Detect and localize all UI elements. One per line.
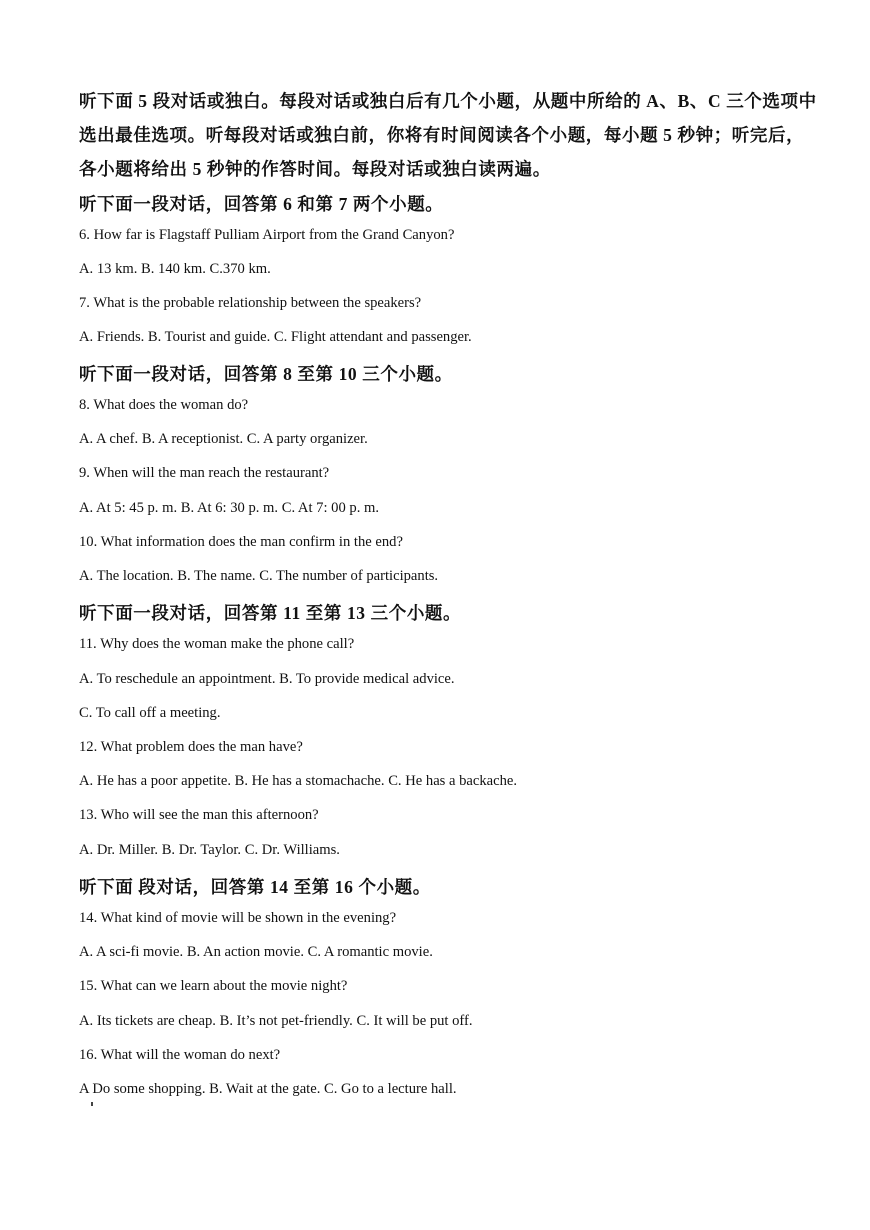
answer-options: A. To reschedule an appointment. B. To provide medical advice. (79, 671, 455, 687)
answer-options: A. The location. B. The name. C. The number of participants. (79, 568, 439, 584)
answer-options: A. Its tickets are cheap. B. It’s not pet-friendly. C. It will be put off. (79, 1013, 473, 1029)
question-text: 7. What is the probable relationship between the speakers? (79, 295, 422, 311)
answer-options: C. To call off a meeting. (79, 705, 221, 721)
answer-options: A. A chef. B. A receptionist. C. A party organizer. (79, 431, 368, 447)
instruction-line: 选出最佳选项。听每段对话或独白前，你将有时间阅读各个小题，每小题 5 秒钟；听完后， (79, 125, 805, 145)
answer-options: A Do some shopping. B. Wait at the gate. C. Go to a lecture hall. (79, 1081, 457, 1097)
instruction-line: 听下面 5 段对话或独白。每段对话或独白后有几个小题，从题中所给的 A、B、C 三个选项中 (79, 91, 817, 111)
question-text: 11. Why does the woman make the phone call? (79, 636, 355, 652)
question-text: 16. What will the woman do next? (79, 1047, 281, 1063)
question-text: 14. What kind of movie will be shown in the evening? (79, 910, 397, 926)
instruction-line: 各小题将给出 5 秒钟的作答时间。每段对话或独白读两遍。 (79, 159, 551, 179)
answer-options: A. 13 km. B. 140 km. C.370 km. (79, 261, 271, 277)
question-text: 10. What information does the man confirm in the end? (79, 534, 403, 550)
answer-options: A. He has a poor appetite. B. He has a stomachache. C. He has a backache. (79, 773, 518, 789)
scan-mark (91, 1102, 93, 1106)
section-heading: 听下面一段对话，回答第 8 至第 10 三个小题。 (79, 364, 453, 384)
answer-options: A. A sci-fi movie. B. An action movie. C. A romantic movie. (79, 944, 433, 960)
section-heading: 听下面一段对话，回答第 11 至第 13 三个小题。 (79, 603, 462, 623)
question-text: 12. What problem does the man have? (79, 739, 303, 755)
answer-options: A. Friends. B. Tourist and guide. C. Flight attendant and passenger. (79, 329, 472, 345)
section-heading: 听下面 段对话，回答第 14 至第 16 个小题。 (79, 877, 431, 897)
question-text: 6. How far is Flagstaff Pulliam Airport from the Grand Canyon? (79, 227, 455, 243)
answer-options: A. At 5: 45 p. m. B. At 6: 30 p. m. C. At 7: 00 p. m. (79, 500, 380, 516)
section-heading: 听下面一段对话，回答第 6 和第 7 两个小题。 (79, 194, 444, 214)
answer-options: A. Dr. Miller. B. Dr. Taylor. C. Dr. Williams. (79, 842, 340, 858)
question-text: 15. What can we learn about the movie night? (79, 978, 348, 994)
question-text: 8. What does the woman do? (79, 397, 249, 413)
question-text: 9. When will the man reach the restaurant? (79, 465, 330, 481)
question-text: 13. Who will see the man this afternoon? (79, 807, 319, 823)
